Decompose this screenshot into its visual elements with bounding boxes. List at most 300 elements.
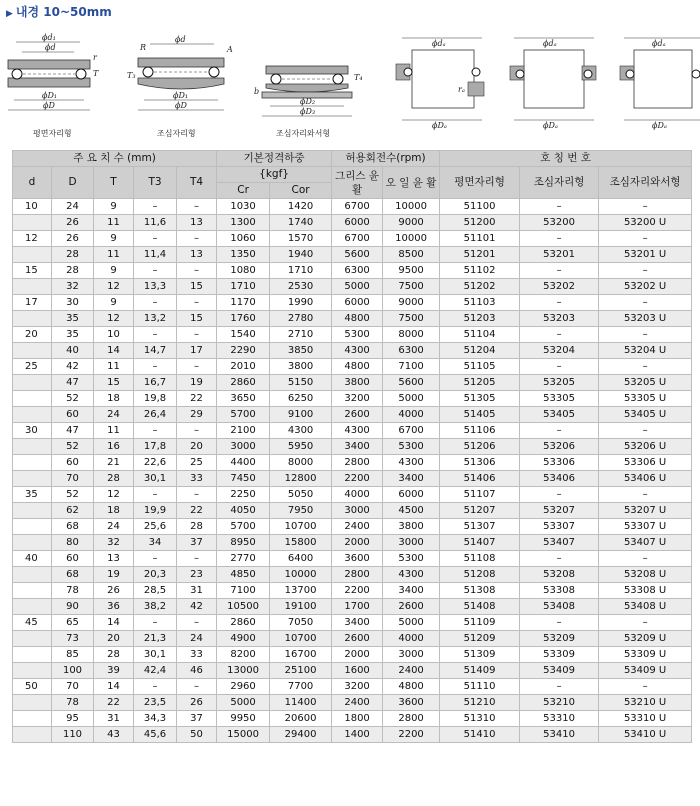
table-cell: 19 <box>177 375 217 391</box>
table-cell: 4000 <box>332 487 383 503</box>
table-cell: 13,2 <box>134 311 177 327</box>
page-title <box>6 3 112 20</box>
table-cell: 30,1 <box>134 471 177 487</box>
table-cell: 3800 <box>383 519 440 535</box>
table-row <box>13 215 692 231</box>
table-cell: 51408 <box>440 599 520 615</box>
table-cell: 25 <box>13 359 52 375</box>
table-cell: 15 <box>177 311 217 327</box>
table-cell: 4800 <box>383 679 440 695</box>
table-cell: 22 <box>177 503 217 519</box>
table-cell: 53410 U <box>599 727 692 743</box>
table-cell: 11400 <box>270 695 332 711</box>
col-header-grease: 그리스 윤 활 <box>332 167 383 199</box>
col-header-d: d <box>13 167 52 199</box>
table-cell: – <box>599 327 692 343</box>
table-cell: 1600 <box>332 663 383 679</box>
table-cell: 23 <box>177 567 217 583</box>
table-cell: 2290 <box>217 343 270 359</box>
table-cell: 45 <box>13 615 52 631</box>
table-cell: 10000 <box>383 199 440 215</box>
table-cell: 7050 <box>270 615 332 631</box>
table-cell: 51110 <box>440 679 520 695</box>
table-cell: 52 <box>52 439 94 455</box>
table-cell: 5600 <box>332 247 383 263</box>
table-cell: 17,8 <box>134 439 177 455</box>
table-cell: 53308 <box>520 583 599 599</box>
table-cell: 78 <box>52 583 94 599</box>
table-cell: 53201 <box>520 247 599 263</box>
table-cell: 95 <box>52 711 94 727</box>
table-cell: 51210 <box>440 695 520 711</box>
table-cell <box>13 375 52 391</box>
table-cell: 5700 <box>217 519 270 535</box>
table-cell: 22 <box>177 391 217 407</box>
table-cell: 53203 U <box>599 311 692 327</box>
page-title-text: 내경 10~50mm <box>15 5 112 19</box>
table-cell <box>13 567 52 583</box>
flat-seat-bearing-diagram <box>8 33 99 138</box>
table-cell: 65 <box>52 615 94 631</box>
table-cell: 53204 U <box>599 343 692 359</box>
table-cell: 20600 <box>270 711 332 727</box>
table-cell: 7500 <box>383 279 440 295</box>
table-cell: 24 <box>177 631 217 647</box>
table-cell <box>13 519 52 535</box>
table-cell: 5300 <box>332 327 383 343</box>
table-cell <box>13 663 52 679</box>
table-cell: 2710 <box>270 327 332 343</box>
table-cell: 1400 <box>332 727 383 743</box>
table-cell: – <box>520 359 599 375</box>
table-row <box>13 327 692 343</box>
table-cell: 62 <box>52 503 94 519</box>
table-cell: – <box>134 615 177 631</box>
table-cell: 51306 <box>440 455 520 471</box>
table-row <box>13 311 692 327</box>
table-cell: – <box>177 263 217 279</box>
table-cell: 29 <box>177 407 217 423</box>
table-cell: 1030 <box>217 199 270 215</box>
table-cell: – <box>134 327 177 343</box>
table-row <box>13 455 692 471</box>
table-row <box>13 471 692 487</box>
table-cell: 1760 <box>217 311 270 327</box>
table-cell <box>13 695 52 711</box>
table-cell: 51407 <box>440 535 520 551</box>
table-cell: – <box>520 615 599 631</box>
table-cell: 53310 U <box>599 711 692 727</box>
table-cell: 53408 U <box>599 599 692 615</box>
table-cell: – <box>177 551 217 567</box>
table-cell: 7700 <box>270 679 332 695</box>
table-cell: 3400 <box>383 471 440 487</box>
table-cell: 20 <box>94 631 134 647</box>
table-row <box>13 503 692 519</box>
table-row <box>13 647 692 663</box>
table-row <box>13 391 692 407</box>
table-cell <box>13 535 52 551</box>
table-cell: 14 <box>94 615 134 631</box>
table-cell: 6700 <box>332 199 383 215</box>
aligning-seat-bearing-diagram <box>127 35 233 138</box>
table-cell: 26,4 <box>134 407 177 423</box>
table-cell: 2200 <box>383 727 440 743</box>
table-cell: 4300 <box>332 423 383 439</box>
table-cell: 20,3 <box>134 567 177 583</box>
table-cell: 2000 <box>332 535 383 551</box>
table-cell: 24 <box>94 519 134 535</box>
table-cell: 53208 U <box>599 567 692 583</box>
table-cell: 17 <box>177 343 217 359</box>
svg-text:r: r <box>93 53 97 62</box>
table-cell: 2100 <box>217 423 270 439</box>
table-cell: 53407 U <box>599 535 692 551</box>
table-cell <box>13 391 52 407</box>
table-cell: 6400 <box>270 551 332 567</box>
table-row <box>13 679 692 695</box>
table-cell: 33 <box>177 647 217 663</box>
table-cell: – <box>520 295 599 311</box>
table-cell: 4300 <box>332 343 383 359</box>
svg-text:ϕdₐ: ϕdₐ <box>652 39 666 48</box>
table-cell: 53206 U <box>599 439 692 455</box>
table-cell: 12 <box>94 487 134 503</box>
table-cell: 24 <box>94 407 134 423</box>
table-body <box>13 199 692 743</box>
table-cell: 51206 <box>440 439 520 455</box>
table-cell: 4900 <box>217 631 270 647</box>
table-cell: 90 <box>52 599 94 615</box>
table-cell <box>13 503 52 519</box>
table-cell: 9100 <box>270 407 332 423</box>
table-cell: – <box>134 263 177 279</box>
table-cell: 51100 <box>440 199 520 215</box>
table-cell: – <box>134 679 177 695</box>
table-cell: 53307 <box>520 519 599 535</box>
table-cell: 34 <box>134 535 177 551</box>
table-cell: 2530 <box>270 279 332 295</box>
table-cell: 4800 <box>332 359 383 375</box>
table-row <box>13 551 692 567</box>
table-cell: 13,3 <box>134 279 177 295</box>
table-cell: 51202 <box>440 279 520 295</box>
table-cell: 51204 <box>440 343 520 359</box>
table-cell: 13000 <box>217 663 270 679</box>
table-row <box>13 535 692 551</box>
table-row <box>13 567 692 583</box>
table-cell: 5700 <box>217 407 270 423</box>
table-cell: 1940 <box>270 247 332 263</box>
table-cell: 6300 <box>332 263 383 279</box>
table-cell: 2800 <box>332 455 383 471</box>
table-cell: 13 <box>177 247 217 263</box>
table-cell: 53200 U <box>599 215 692 231</box>
table-cell: 53205 <box>520 375 599 391</box>
table-cell: 5950 <box>270 439 332 455</box>
table-cell: 53408 <box>520 599 599 615</box>
table-cell: – <box>520 199 599 215</box>
table-cell: 47 <box>52 375 94 391</box>
table-cell: 53306 <box>520 455 599 471</box>
svg-text:T: T <box>93 69 99 78</box>
table-row <box>13 583 692 599</box>
table-cell: 3800 <box>270 359 332 375</box>
table-cell: – <box>599 199 692 215</box>
table-cell: 28 <box>177 519 217 535</box>
table-row <box>13 199 692 215</box>
table-cell: 51109 <box>440 615 520 631</box>
table-cell: 24 <box>52 199 94 215</box>
table-cell: 51309 <box>440 647 520 663</box>
table-cell: 28 <box>52 263 94 279</box>
table-row <box>13 615 692 631</box>
table-cell: 53206 <box>520 439 599 455</box>
table-cell: – <box>599 295 692 311</box>
table-cell: – <box>520 327 599 343</box>
table-cell: 31 <box>94 711 134 727</box>
table-cell: 9000 <box>383 215 440 231</box>
svg-text:T₃: T₃ <box>127 71 136 80</box>
table-cell: 6000 <box>332 295 383 311</box>
table-cell: 5000 <box>383 391 440 407</box>
svg-text:ϕD₃: ϕD₃ <box>300 107 316 116</box>
table-cell: – <box>599 615 692 631</box>
table-cell: 2800 <box>332 567 383 583</box>
table-cell: 1740 <box>270 215 332 231</box>
table-cell: 5000 <box>217 695 270 711</box>
table-cell: 22,6 <box>134 455 177 471</box>
table-cell <box>13 215 52 231</box>
col-header-aligning-washer: 조심자리와서형 <box>599 167 692 199</box>
table-cell <box>13 471 52 487</box>
table-cell: 1800 <box>332 711 383 727</box>
table-cell: 35 <box>13 487 52 503</box>
table-cell: 13 <box>94 551 134 567</box>
table-cell: 3400 <box>332 615 383 631</box>
table-cell: – <box>134 359 177 375</box>
table-cell: 10700 <box>270 631 332 647</box>
diagram-caption: 조심자리형 <box>157 129 196 138</box>
table-cell: 6700 <box>332 231 383 247</box>
table-cell: 53405 U <box>599 407 692 423</box>
table-cell: – <box>599 231 692 247</box>
table-cell: 60 <box>52 455 94 471</box>
designation-header: 호 칭 번 호 <box>440 151 692 167</box>
table-cell: 14 <box>94 679 134 695</box>
table-cell: 85 <box>52 647 94 663</box>
col-header-T4: T4 <box>177 167 217 199</box>
svg-text:ϕDₐ: ϕDₐ <box>432 121 447 130</box>
table-cell: 53305 U <box>599 391 692 407</box>
speed-header: 허용회전수(rpm) <box>332 151 440 167</box>
table-cell: 53406 U <box>599 471 692 487</box>
col-header-flat: 평면자리형 <box>440 167 520 199</box>
table-cell: – <box>520 263 599 279</box>
table-cell: 4000 <box>383 631 440 647</box>
table-cell: 37 <box>177 535 217 551</box>
table-row <box>13 631 692 647</box>
svg-text:ϕd₁: ϕd₁ <box>42 33 56 42</box>
table-cell: 37 <box>177 711 217 727</box>
table-cell: 4300 <box>383 567 440 583</box>
table-cell: 51103 <box>440 295 520 311</box>
table-cell: – <box>599 551 692 567</box>
table-cell: 53309 U <box>599 647 692 663</box>
table-cell: 53204 <box>520 343 599 359</box>
table-cell: 42,4 <box>134 663 177 679</box>
table-cell: 68 <box>52 567 94 583</box>
table-cell: 8950 <box>217 535 270 551</box>
table-row <box>13 375 692 391</box>
load-rating-header: 기본정격하중 <box>217 151 332 167</box>
table-cell: 1540 <box>217 327 270 343</box>
svg-text:ϕDₐ: ϕDₐ <box>543 121 558 130</box>
svg-text:rₐ: rₐ <box>458 85 465 94</box>
table-row <box>13 487 692 503</box>
table-cell: 18 <box>94 391 134 407</box>
table-cell: 78 <box>52 695 94 711</box>
table-cell: 36 <box>94 599 134 615</box>
table-cell: 6000 <box>383 487 440 503</box>
table-cell: 50 <box>13 679 52 695</box>
table-cell: – <box>520 423 599 439</box>
table-cell: 2400 <box>332 695 383 711</box>
table-cell: 19 <box>94 567 134 583</box>
table-cell: 53209 U <box>599 631 692 647</box>
table-cell: 52 <box>52 487 94 503</box>
table-cell: 3000 <box>383 535 440 551</box>
table-cell <box>13 631 52 647</box>
table-cell: 33 <box>177 471 217 487</box>
table-cell: 28 <box>52 247 94 263</box>
table-cell: – <box>599 423 692 439</box>
table-cell <box>13 311 52 327</box>
table-row <box>13 247 692 263</box>
table-cell: 9 <box>94 263 134 279</box>
table-cell: 16 <box>94 439 134 455</box>
svg-text:ϕD₁: ϕD₁ <box>173 91 189 100</box>
table-cell: 3650 <box>217 391 270 407</box>
table-cell: 11 <box>94 423 134 439</box>
table-cell: 51405 <box>440 407 520 423</box>
table-cell: 26 <box>52 215 94 231</box>
table-cell: 53200 <box>520 215 599 231</box>
table-cell: 2600 <box>332 407 383 423</box>
table-cell: 53305 <box>520 391 599 407</box>
table-cell: 80 <box>52 535 94 551</box>
table-cell: 53207 <box>520 503 599 519</box>
table-cell: 19,8 <box>134 391 177 407</box>
table-cell: 26 <box>177 695 217 711</box>
table-cell: 9 <box>94 295 134 311</box>
table-cell: 9950 <box>217 711 270 727</box>
table-cell: 1710 <box>217 279 270 295</box>
table-cell: 1700 <box>332 599 383 615</box>
table-cell: 29400 <box>270 727 332 743</box>
table-cell: 11,4 <box>134 247 177 263</box>
table-cell: 9 <box>94 199 134 215</box>
table-cell: 2250 <box>217 487 270 503</box>
table-cell: 51108 <box>440 551 520 567</box>
table-cell: – <box>599 679 692 695</box>
table-cell: 8200 <box>217 647 270 663</box>
table-cell: 1170 <box>217 295 270 311</box>
table-cell: 51209 <box>440 631 520 647</box>
table-cell: – <box>177 423 217 439</box>
table-cell: 51102 <box>440 263 520 279</box>
table-cell: – <box>177 327 217 343</box>
table-cell <box>13 439 52 455</box>
table-row <box>13 519 692 535</box>
table-cell: 34,3 <box>134 711 177 727</box>
table-cell: 2960 <box>217 679 270 695</box>
table-cell: – <box>177 359 217 375</box>
table-cell: 46 <box>177 663 217 679</box>
table-cell: 6700 <box>383 423 440 439</box>
table-cell: 53210 <box>520 695 599 711</box>
table-cell: 53209 <box>520 631 599 647</box>
table-cell: 43 <box>94 727 134 743</box>
table-cell: 20 <box>177 439 217 455</box>
table-cell: 100 <box>52 663 94 679</box>
svg-text:T₄: T₄ <box>354 73 363 82</box>
table-row <box>13 423 692 439</box>
table-cell <box>13 727 52 743</box>
table-cell: 53308 U <box>599 583 692 599</box>
table-cell: 3800 <box>332 375 383 391</box>
table-cell <box>13 279 52 295</box>
table-cell: – <box>520 679 599 695</box>
table-cell: 51107 <box>440 487 520 503</box>
svg-text:R: R <box>140 43 147 52</box>
table-cell: 53409 <box>520 663 599 679</box>
table-cell: 4400 <box>217 455 270 471</box>
table-row <box>13 295 692 311</box>
table-cell: 53406 <box>520 471 599 487</box>
table-cell: 1080 <box>217 263 270 279</box>
table-cell: 15 <box>13 263 52 279</box>
flat-seat-mounting-diagram <box>396 38 484 130</box>
table-cell: 2010 <box>217 359 270 375</box>
table-cell: 47 <box>52 423 94 439</box>
table-cell: 39 <box>94 663 134 679</box>
table-cell: 13700 <box>270 583 332 599</box>
table-cell: 5300 <box>383 551 440 567</box>
table-cell: 16700 <box>270 647 332 663</box>
table-cell: 17 <box>13 295 52 311</box>
table-cell: 51104 <box>440 327 520 343</box>
table-cell: 51307 <box>440 519 520 535</box>
table-cell: 11 <box>94 359 134 375</box>
svg-text:ϕD: ϕD <box>175 101 187 110</box>
table-cell: 14,7 <box>134 343 177 359</box>
table-cell: 50 <box>177 727 217 743</box>
table-cell: 53309 <box>520 647 599 663</box>
table-cell: 22 <box>94 695 134 711</box>
table-row <box>13 599 692 615</box>
table-cell: 15 <box>177 279 217 295</box>
table-cell: 53310 <box>520 711 599 727</box>
table-cell: – <box>177 295 217 311</box>
table-cell: 11 <box>94 215 134 231</box>
table-cell: 42 <box>52 359 94 375</box>
table-cell: 10000 <box>270 567 332 583</box>
table-cell: 3000 <box>332 503 383 519</box>
table-cell: 51203 <box>440 311 520 327</box>
table-cell: 19,9 <box>134 503 177 519</box>
table-cell: 4800 <box>332 311 383 327</box>
